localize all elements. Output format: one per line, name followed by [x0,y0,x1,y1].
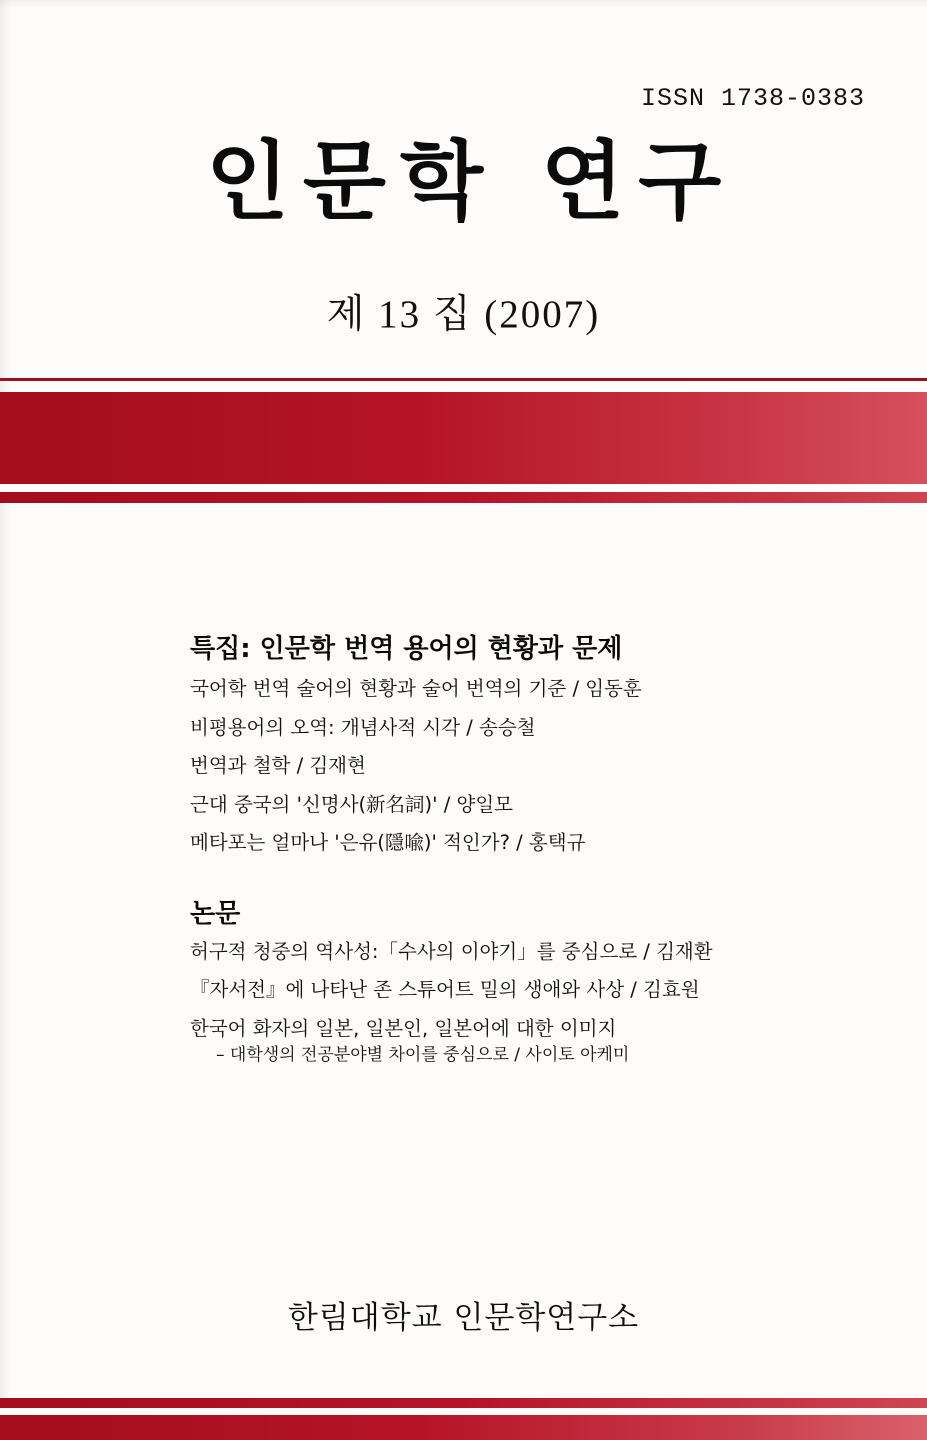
issue-number: 제 13 집 (2007) [326,293,601,336]
red-band-primary [0,392,927,484]
red-band-bottom-thick [0,1415,927,1440]
section-heading-special-feature: 특집: 인문학 번역 용어의 현황과 문제 [190,634,623,664]
toc-entry: 허구적 청중의 역사성:「수사의 이야기」를 중심으로 / 김재환 [190,939,713,963]
toc-entry: 번역과 철학 / 김재현 [190,754,366,777]
toc-entry: 한국어 화자의 일본, 일본인, 일본어에 대한 이미지 [190,1016,617,1040]
band-gap-bottom [0,1408,927,1415]
section-heading-articles: 논문 [190,898,241,929]
scan-edge-shadow-top [0,0,927,8]
divider-rule-top [0,378,927,381]
red-band-secondary [0,492,927,503]
toc-entry: 국어학 번역 술어의 현황과 술어 번역의 기준 / 임동훈 [190,677,642,700]
toc-entry: 근대 중국의 '신명사(新名詞)' / 양일모 [190,792,514,816]
toc-entry: 비평용어의 오역: 개념사적 시각 / 송승철 [190,715,536,739]
toc-entry: 『자서전』에 나타난 존 스튜어트 밀의 생애와 사상 / 김효원 [190,978,700,1001]
journal-title: 인문학 연구 [205,131,736,232]
toc-entry: 메타포는 얼마나 '은유(隱喩)' 적인가? / 홍택규 [190,831,586,854]
table-of-contents [190,628,810,1082]
issn-number: ISSN 1738-0383 [640,84,865,113]
toc-entry-subtitle: – 대학생의 전공분야별 차이를 중심으로 / 사이토 아케미 [216,1045,630,1065]
publisher-name: 한림대학교 인문학연구소 [287,1300,640,1336]
red-band-bottom-thin [0,1398,927,1408]
band-gap [0,484,927,492]
